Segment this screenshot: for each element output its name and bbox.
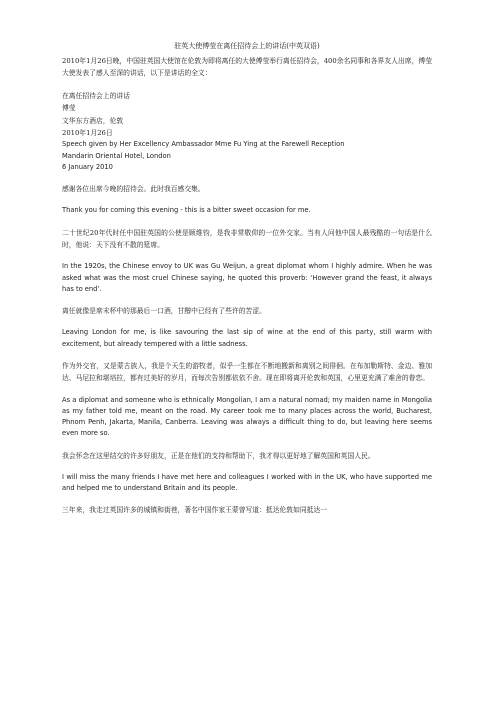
speech-header-cn xyxy=(62,90,432,140)
paragraph-en: Thank you for coming this evening - this is a bitter sweet occasion for me. xyxy=(62,206,311,215)
document-title: 驻英大使傅莹在离任招待会上的讲话(中英双语) xyxy=(174,42,320,50)
speech-header-en-line: 6 January 2010 xyxy=(62,162,113,171)
speech-header-en-line: Mandarin Oriental Hotel, London xyxy=(62,151,171,160)
paragraph-cn: 感谢各位出席今晚的招待会。此时我百感交集。 xyxy=(62,185,205,194)
paragraph-cn: 三年来，我走过英国许多的城镇和街巷，著名中国作家王蒙曾写道：抵达伦敦如同抵达一 xyxy=(62,506,328,515)
speech-header-cn-line: 傅莹 xyxy=(62,104,76,113)
paragraph-cn: 我会怀念在这里结交的许多好朋友，正是在他们的支持和帮助下，我才得以更好地了解英国和英国人民。 xyxy=(62,451,375,460)
document-page xyxy=(62,41,432,517)
paragraph-en: As a diplomat and someone who is ethnically Mongolian, I am a natural nomad; my maiden name in Mongolia as my father told me, meant on the road. My career took me to many places across the world, Bucharest, Phnom Penh, Jakarta, Manila, Canberra. Leaving was always a difficult thing to do, but leaving here seems even more so. xyxy=(62,395,432,438)
speech-header-en xyxy=(62,139,432,173)
speech-header-en-line: Speech given by Her Excellency Ambassador Mme Fu Ying at the Farewell Reception xyxy=(62,140,345,149)
paragraph-cn: 二十世纪20年代时任中国驻英国的公使是顾维钧，是我非常敬仰的一位外交家。当有人问他中国人最残酷的一句话是什么时，他说：天下没有不散的筵席。 xyxy=(62,228,432,250)
paragraph-en: I will miss the many friends I have met here and colleagues I worked with in the UK, who have supported me and helped me to understand Britain and its people. xyxy=(62,472,432,493)
paragraph-en: Leaving London for me, is like savouring the last sip of wine at the end of this party, still warm with excitement, but already tempered with a little sadness. xyxy=(62,328,432,348)
speech-header-cn-line: 文华东方酒店，伦敦 xyxy=(62,116,124,125)
speech-header-cn-line: 2010年1月26日 xyxy=(62,129,113,138)
paragraph-cn: 作为外交官，又是蒙古族人，我是个天生的游牧者，似乎一生都在不断地搬新和离别之间徘徊。在布加勒斯特、金边、雅加达、马尼拉和堪培拉，都有过美好的岁月，而每次告别都依依不舍。现在即将离开伦敦和英国，心里更充满了难舍的眷恋。 xyxy=(62,361,432,383)
paragraph-cn: 离任就像是席末杯中的那最后一口酒，甘醇中已经有了些许的苦涩。 xyxy=(62,307,266,316)
intro-paragraph: 2010年1月26日晚，中国驻英国大使馆在伦敦为即将离任的大使傅莹举行离任招待会，400余名同事和各界友人出席，傅莹大使发表了感人至深的讲话，以下是讲话的全文： xyxy=(62,57,432,78)
paragraph-en: In the 1920s, the Chinese envoy to UK was Gu Weijun, a great diplomat whom I highly admire. When he was asked what was the most cruel Chinese saying, he quoted this proverb: ‘However grand the feast, it always has to end’. xyxy=(62,262,432,293)
speech-header-cn-line: 在离任招待会上的讲话 xyxy=(62,91,130,100)
